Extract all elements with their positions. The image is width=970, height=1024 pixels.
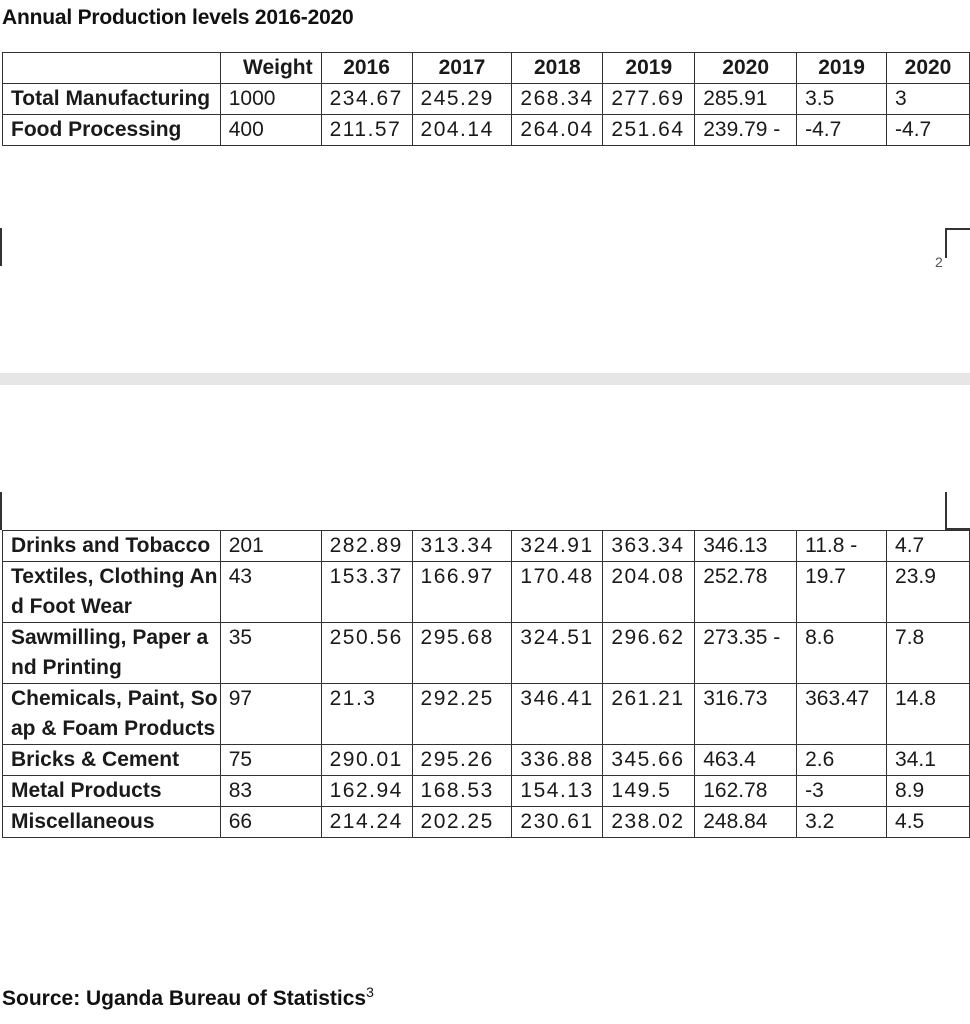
table-cell: 202.25 — [412, 807, 512, 838]
source-footnote-mark: 3 — [366, 984, 374, 1000]
table-cell: 8.9 — [887, 776, 970, 807]
table-cell: 3 — [887, 84, 970, 115]
table-cell: 149.5 — [603, 776, 695, 807]
row-label: Sawmilling, Paper and Printing — [3, 623, 221, 684]
page-cut-mark — [0, 228, 2, 266]
table-cell: 313.34 — [412, 531, 512, 562]
table-cell: 14.8 — [887, 684, 970, 745]
table-cell: 166.97 — [412, 562, 512, 623]
table-cell: 23.9 — [887, 562, 970, 623]
table-cell: 346.41 — [512, 684, 603, 745]
table-cell: 238.02 — [603, 807, 695, 838]
table-cell: 211.57 — [321, 115, 412, 146]
table-cell: 66 — [220, 807, 321, 838]
table-cell: 230.61 — [512, 807, 603, 838]
header-cell: 2019 — [603, 53, 695, 84]
table-cell: 153.37 — [321, 562, 412, 623]
header-cell: 2018 — [512, 53, 603, 84]
table-row — [3, 115, 970, 146]
table-cell: 261.21 — [603, 684, 695, 745]
table-cell: 295.68 — [412, 623, 512, 684]
page-cut-mark — [0, 492, 2, 530]
table-row — [3, 745, 970, 776]
table-row — [3, 776, 970, 807]
table-cell: 292.25 — [412, 684, 512, 745]
table-row — [3, 562, 970, 623]
table-cell: 201 — [220, 531, 321, 562]
table-cell: 4.5 — [887, 807, 970, 838]
table-cell: 168.53 — [412, 776, 512, 807]
document-title: Annual Production levels 2016-2020 — [2, 6, 354, 29]
table-cell: 214.24 — [321, 807, 412, 838]
table-cell: 7.8 — [887, 623, 970, 684]
table-cell: -4.7 — [887, 115, 970, 146]
table-cell: 324.91 — [512, 531, 603, 562]
table-cell: 19.7 — [797, 562, 887, 623]
table-cell: 264.04 — [512, 115, 603, 146]
table-cell: -3 — [797, 776, 887, 807]
table-cell: 295.26 — [412, 745, 512, 776]
table-cell: 154.13 — [512, 776, 603, 807]
page-divider — [0, 373, 970, 385]
table-row — [3, 807, 970, 838]
table-cell: 162.94 — [321, 776, 412, 807]
table-cell: 252.78 — [695, 562, 797, 623]
table-cell: 268.34 — [512, 84, 603, 115]
table-header-row — [3, 53, 970, 84]
table-cell: 363.34 — [603, 531, 695, 562]
table-cell: 285.91 — [695, 84, 797, 115]
table-cell: 4.7 — [887, 531, 970, 562]
table-cell: 296.62 — [603, 623, 695, 684]
header-cell — [3, 53, 221, 84]
table-cell: 43 — [220, 562, 321, 623]
table-cell: 1000 — [220, 84, 321, 115]
row-label: Drinks and Tobacco — [3, 531, 221, 562]
table-cell: 204.08 — [603, 562, 695, 623]
row-label: Miscellaneous — [3, 807, 221, 838]
table-cell: 3.5 — [797, 84, 887, 115]
table-cell: 277.69 — [603, 84, 695, 115]
header-cell: 2017 — [412, 53, 512, 84]
table-cell: 316.73 — [695, 684, 797, 745]
table-cell: 11.8 - — [797, 531, 887, 562]
table-cell: 8.6 — [797, 623, 887, 684]
table-cell: 204.14 — [412, 115, 512, 146]
header-cell: 2020 — [887, 53, 970, 84]
row-label: Chemicals, Paint, Soap & Foam Products — [3, 684, 221, 745]
source-note — [2, 984, 374, 1011]
table-cell: 273.35 - — [695, 623, 797, 684]
table-cell: 282.89 — [321, 531, 412, 562]
table-row — [3, 84, 970, 115]
header-cell: Weight — [220, 53, 321, 84]
table-cell: 250.56 — [321, 623, 412, 684]
table-cell: 34.1 — [887, 745, 970, 776]
table-cell: 35 — [220, 623, 321, 684]
row-label: Textiles, Clothing And Foot Wear — [3, 562, 221, 623]
production-table-bottom — [2, 530, 970, 838]
table-cell: 245.29 — [412, 84, 512, 115]
table-cell: 345.66 — [603, 745, 695, 776]
table-cell: 248.84 — [695, 807, 797, 838]
table-cell: 363.47 — [797, 684, 887, 745]
table-cell: 290.01 — [321, 745, 412, 776]
page-number: 2 — [935, 254, 943, 270]
production-table-top — [2, 52, 970, 146]
table-cell: 83 — [220, 776, 321, 807]
table-row — [3, 623, 970, 684]
header-cell: 2016 — [321, 53, 412, 84]
table-cell: 324.51 — [512, 623, 603, 684]
table-cell: 21.3 — [321, 684, 412, 745]
row-label: Bricks & Cement — [3, 745, 221, 776]
page-cut-mark — [945, 228, 947, 258]
page-cut-mark — [945, 228, 970, 230]
table-cell: 251.64 — [603, 115, 695, 146]
table-cell: 463.4 — [695, 745, 797, 776]
table-cell: 170.48 — [512, 562, 603, 623]
table-cell: 3.2 — [797, 807, 887, 838]
table-cell: 400 — [220, 115, 321, 146]
table-cell: 346.13 — [695, 531, 797, 562]
page-cut-mark — [945, 492, 947, 528]
table-cell: 239.79 - — [695, 115, 797, 146]
table-cell: -4.7 — [797, 115, 887, 146]
table-cell: 2.6 — [797, 745, 887, 776]
table-row — [3, 684, 970, 745]
header-cell: 2020 — [695, 53, 797, 84]
row-label: Metal Products — [3, 776, 221, 807]
table-cell: 97 — [220, 684, 321, 745]
row-label: Total Manufacturing — [3, 84, 221, 115]
table-cell: 234.67 — [321, 84, 412, 115]
table-row — [3, 531, 970, 562]
table-cell: 336.88 — [512, 745, 603, 776]
row-label: Food Processing — [3, 115, 221, 146]
header-cell: 2019 — [797, 53, 887, 84]
table-cell: 162.78 — [695, 776, 797, 807]
table-cell: 75 — [220, 745, 321, 776]
source-text: Source: Uganda Bureau of Statistics — [2, 987, 367, 1010]
